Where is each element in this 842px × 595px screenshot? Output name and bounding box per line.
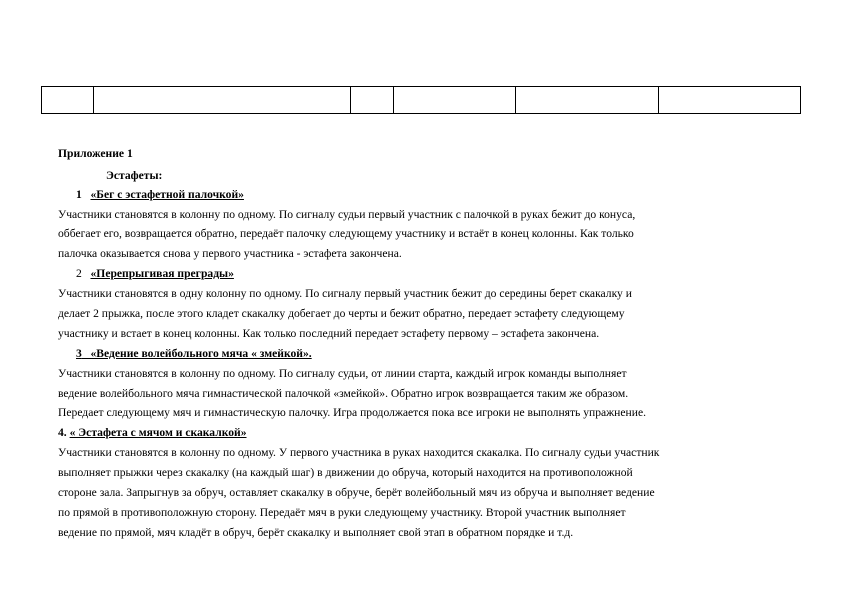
table-cell (394, 87, 516, 114)
paragraph-line: ведение по прямой, мяч кладёт в обруч, берёт скакалку и выполняет свой этап в обратном порядке и т.д. (58, 526, 574, 539)
paragraph-line: ведение волейбольного мяча гимнастической палочкой «змейкой». Обратно игрок возвращается таким же образом. (58, 387, 629, 400)
relay-number: 3 (76, 347, 82, 360)
relay-title: «Перепрыгивая преграды» (90, 267, 234, 280)
paragraph-line: участнику и встает в конец колонны. Как только последний передает эстафету первому – эстафета закончена. (58, 327, 600, 340)
relay-number: 2 (76, 267, 82, 280)
relay-heading (76, 267, 234, 281)
relay-title: «Бег с эстафетной палочкой» (90, 188, 244, 201)
table-cell (351, 87, 394, 114)
table-cell (42, 87, 94, 114)
relay-heading (76, 347, 312, 361)
table-row (42, 87, 801, 114)
paragraph-line: Участники становятся в колонну по одному. У первого участника в руках находится скакалка. По сигналу судьи участник (58, 446, 660, 459)
paragraph-line: палочка оказывается снова у первого участника - эстафета закончена. (58, 247, 402, 260)
paragraph-line: по прямой в противоположную сторону. Передаёт мяч в руки следующему участнику. Второй участник выполняет (58, 506, 626, 519)
paragraph-line: делает 2 прыжка, после этого кладет скакалку добегает до черты и бежит обратно, передает эстафету следующему (58, 307, 625, 320)
paragraph-line: Передает следующему мяч и гимнастическую палочку. Игра продолжается пока все игроки не выполнять упражнение. (58, 406, 646, 419)
relays-heading: Эстафеты: (106, 169, 163, 182)
relay-number: 1 (76, 188, 82, 201)
relay-number: 4. (58, 426, 67, 439)
table-cell (94, 87, 351, 114)
relay-title: «Ведение волейбольного мяча « змейкой». (90, 347, 312, 360)
paragraph-line: стороне зала. Запрыгнув за обруч, оставляет скакалку в обруче, берёт волейбольный мяч из обруча и выполняет ведение (58, 486, 655, 499)
relay-heading (76, 188, 244, 202)
appendix-title: Приложение 1 (58, 147, 133, 160)
paragraph-line: Участники становятся в колонну по одному. По сигналу судьи, от линии старта, каждый игрок команды выполняет (58, 367, 627, 380)
paragraph-line: Участники становятся в колонну по одному. По сигналу судьи первый участник с палочкой в руках бежит до конуса, (58, 208, 636, 221)
relay-title: « Эстафета с мячом и скакалкой» (69, 426, 247, 439)
table-cell (659, 87, 801, 114)
table-cell (516, 87, 659, 114)
relay-heading (58, 426, 247, 440)
paragraph-line: оббегает его, возвращается обратно, передаёт палочку следующему участнику и встаёт в конец колонны. Как только (58, 227, 634, 240)
paragraph-line: выполняет прыжки через скакалку (на каждый шаг) в движении до обруча, который находится на противоположной (58, 466, 633, 479)
header-table (41, 86, 801, 114)
paragraph-line: Участники становятся в одну колонну по одному. По сигналу первый участник бежит до середины берет скакалку и (58, 287, 632, 300)
